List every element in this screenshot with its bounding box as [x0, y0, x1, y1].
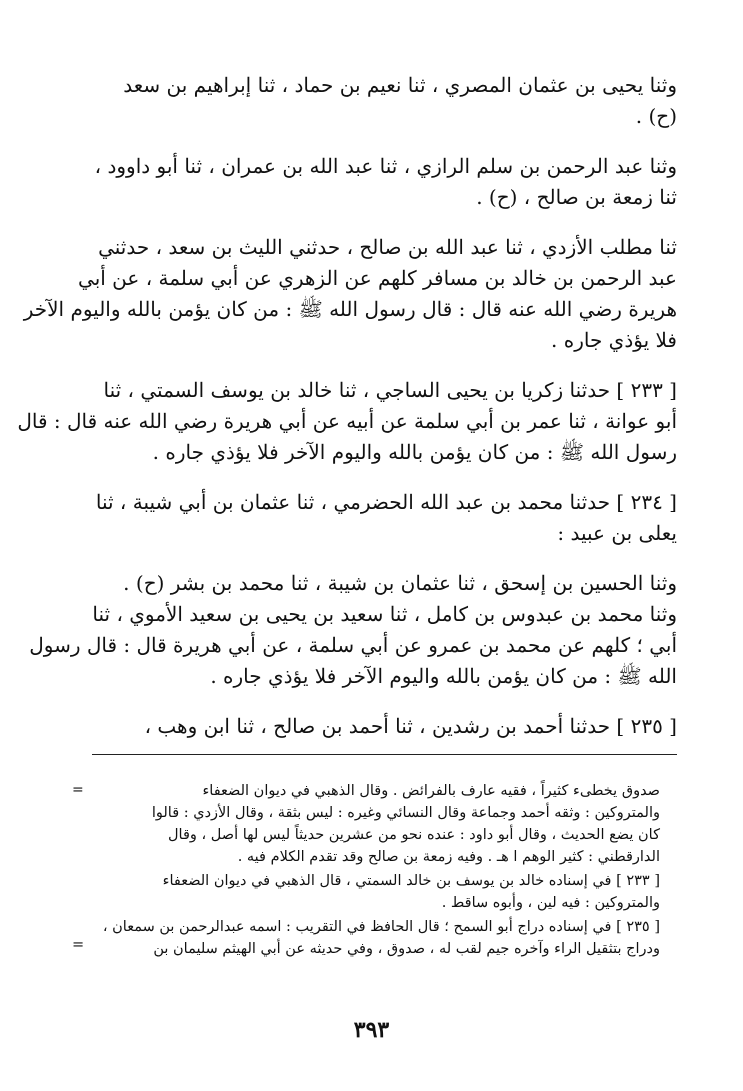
text-line: أبو عوانة ، ثنا عمر بن أبي سلمة عن أبيه عن أبي هريرة رضي الله عنه قال : قال [17, 409, 677, 433]
text-line: (ح) . [635, 104, 677, 128]
main-text [17, 70, 677, 761]
text-line: ثنا زمعة بن صالح ، (ح) . [476, 185, 677, 209]
footnote-line: [ ٢٣٣ ] في إسناده خالد بن يوسف بن خالد السمتي ، قال الذهبي في ديوان الضعفاء [162, 873, 660, 889]
hadith-paragraph [92, 151, 677, 213]
hadith-paragraph [17, 375, 677, 468]
footnotes [72, 780, 660, 962]
footnote [72, 916, 660, 960]
footnote-continuation-mark: = [72, 782, 84, 798]
footnote-line: كان يضع الحديث ، وقال أبو داود : عنده نحو من عشرين حديثاً ليس لها أصل ، وقال [168, 827, 660, 843]
footnote [90, 780, 660, 868]
footnote-separator [92, 754, 677, 755]
text-line: ثنا مطلب الأزدي ، ثنا عبد الله بن صالح ، حدثني الليث بن سعد ، حدثني [98, 235, 677, 259]
hadith-paragraph [92, 711, 677, 742]
text-line: [ ٢٣٤ ] حدثنا محمد بن عبد الله الحضرمي ، ثنا عثمان بن أبي شيبة ، ثنا [95, 490, 677, 514]
text-line: الله ﷺ : من كان يؤمن بالله واليوم الآخر فلا يؤذي جاره . [210, 664, 677, 688]
text-line: هريرة رضي الله عنه قال : قال رسول الله ﷺ : من كان يؤمن بالله واليوم الآخر [23, 297, 677, 321]
footnote-line: [ ٢٣٥ ] في إسناده دراج أبو السمح ؛ قال الحافظ في التقريب : اسمه عبدالرحمن بن سمعان ، [102, 919, 660, 935]
hadith-paragraph [92, 70, 677, 132]
text-line: يعلى بن عبيد : [557, 521, 677, 545]
footnote-line: والمتروكين : فيه لين ، وأبوه ساقط . [441, 895, 660, 911]
text-line: رسول الله ﷺ : من كان يؤمن بالله واليوم الآخر فلا يؤذي جاره . [152, 440, 677, 464]
text-line: وثنا الحسين بن إسحق ، ثنا عثمان بن شيبة ، ثنا محمد بن بشر (ح) . [123, 571, 677, 595]
footnote-end-mark: = [72, 937, 85, 953]
footnote-line: صدوق يخطىء كثيراً ، فقيه عارف بالفرائض . وقال الذهبي في ديوان الضعفاء [202, 783, 660, 799]
text-line: [ ٢٣٥ ] حدثنا أحمد بن رشدين ، ثنا أحمد بن صالح ، ثنا ابن وهب ، [144, 714, 677, 738]
page-number: ٣٩٣ [353, 1017, 390, 1043]
footnote [90, 870, 660, 914]
text-line: [ ٢٣٣ ] حدثنا زكريا بن يحيى الساجي ، ثنا خالد بن يوسف السمتي ، ثنا [103, 378, 677, 402]
hadith-paragraph [92, 487, 677, 549]
text-line: وثنا عبد الرحمن بن سلم الرازي ، ثنا عبد الله بن عمران ، ثنا أبو داوود ، [94, 154, 677, 178]
text-line: أبي ؛ كلهم عن محمد بن عمرو عن أبي سلمة ، عن أبي هريرة قال : قال رسول [29, 633, 677, 657]
hadith-paragraph [29, 568, 677, 692]
text-line: فلا يؤذي جاره . [551, 328, 677, 352]
text-line: وثنا يحيى بن عثمان المصري ، ثنا نعيم بن حماد ، ثنا إبراهيم بن سعد [123, 73, 677, 97]
footnote-line: ودراج بتثقيل الراء وآخره جيم لقب له ، صدوق ، وفي حديثه عن أبي الهيثم سليمان بن [153, 941, 660, 957]
footnote-line: والمتروكين : وثقه أحمد وجماعة وقال النسائي وغيره : ليس بثقة ، وقال الأزدي : قالوا [151, 805, 660, 821]
text-line: وثنا محمد بن عبدوس بن كامل ، ثنا سعيد بن يحيى بن سعيد الأموي ، ثنا [92, 602, 677, 626]
footnote-line: الدارقطني : كثير الوهم ا هـ . وفيه زمعة بن صالح وقد تقدم الكلام فيه . [237, 849, 660, 865]
hadith-paragraph [23, 232, 677, 356]
text-line: عبد الرحمن بن خالد بن مسافر كلهم عن الزهري عن أبي سلمة ، عن أبي [78, 266, 677, 290]
